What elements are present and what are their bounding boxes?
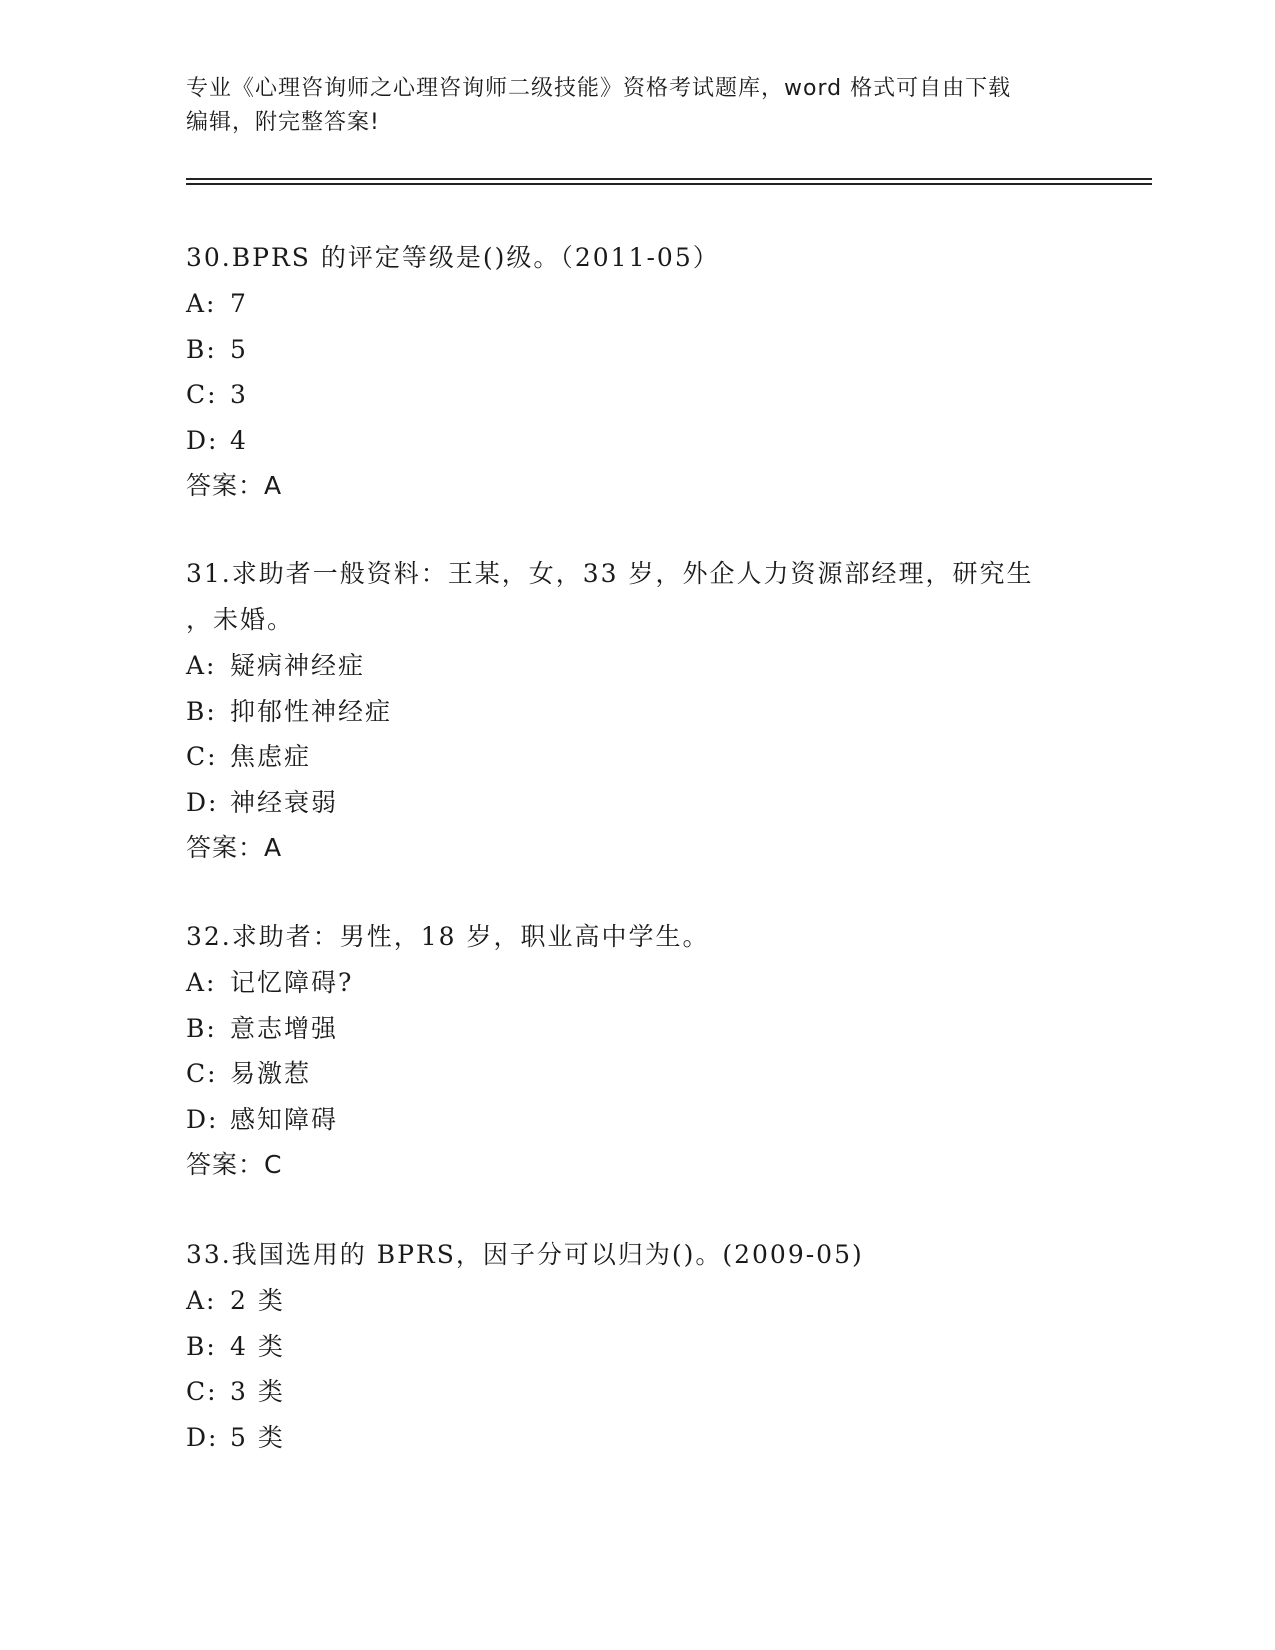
question-stem-line-2: ，未婚。 [186,605,295,634]
option-text: 神经衰弱 [230,787,339,817]
option-c [186,372,1126,418]
question-33 [186,1232,1126,1460]
option-b [186,1006,1126,1052]
question-stem-line-1: 31.求助者一般资料：王某，女，33 岁，外企人力资源部经理，研究生 [186,559,1034,588]
header-divider-bottom [186,183,1152,185]
option-b [186,327,1126,373]
option-text: 3 [230,380,248,409]
option-a [186,960,1126,1006]
option-text: 4 [230,425,248,455]
option-text: 5 类 [230,1422,285,1452]
header-divider-top [186,178,1152,180]
option-text: 7 [230,289,248,318]
option-d [186,780,1126,826]
question-stem: 30.BPRS 的评定等级是()级。（2011-05） [186,243,720,272]
option-text: 焦虑症 [230,742,312,771]
option-text: 2 类 [230,1286,285,1315]
option-d [186,1415,1126,1461]
option-b [186,1324,1126,1370]
option-a [186,643,1126,689]
option-text: 感知障碍 [230,1104,339,1134]
option-letter: C: [186,1059,218,1088]
question-30 [186,235,1126,508]
document-header [186,72,1086,140]
question-stem [186,551,1126,643]
option-letter: D: [186,787,219,817]
option-letter: A: [186,289,217,318]
option-letter: A: [186,1286,217,1315]
option-c [186,1051,1126,1097]
question-stem: 33.我国选用的 BPRS，因子分可以归为()。(2009-05) [186,1240,864,1269]
question-32 [186,914,1126,1187]
option-letter: A: [186,651,217,680]
option-c [186,1369,1126,1415]
option-text: 记忆障碍? [230,968,354,997]
option-letter: D: [186,1104,219,1134]
option-b [186,689,1126,735]
option-text: 4 类 [230,1331,285,1361]
option-letter: B: [186,1013,217,1043]
header-line-1: 专业《心理咨询师之心理咨询师二级技能》资格考试题库，word 格式可自由下载 [186,76,1012,101]
option-letter: D: [186,1422,219,1452]
option-letter: C: [186,742,218,771]
option-a [186,281,1126,327]
option-letter: D: [186,425,219,455]
option-c [186,734,1126,780]
option-text: 3 类 [230,1377,285,1406]
option-letter: C: [186,380,218,409]
option-d [186,418,1126,464]
option-a [186,1278,1126,1324]
option-letter: B: [186,334,217,364]
option-letter: A: [186,968,217,997]
answer-label: 答案：C [186,1150,283,1179]
option-letter: C: [186,1377,218,1406]
answer-label: 答案：A [186,471,283,500]
option-text: 意志增强 [230,1013,339,1043]
option-text: 5 [230,334,248,364]
option-text: 易激惹 [230,1059,312,1088]
header-line-2: 编辑，附完整答案! [186,110,380,135]
answer-label: 答案：A [186,833,283,862]
question-stem: 32.求助者：男性，18 岁，职业高中学生。 [186,922,710,951]
option-letter: B: [186,1331,217,1361]
option-text: 疑病神经症 [230,651,366,680]
question-31 [186,551,1126,870]
option-text: 抑郁性神经症 [230,696,393,726]
option-letter: B: [186,696,217,726]
option-d [186,1097,1126,1143]
